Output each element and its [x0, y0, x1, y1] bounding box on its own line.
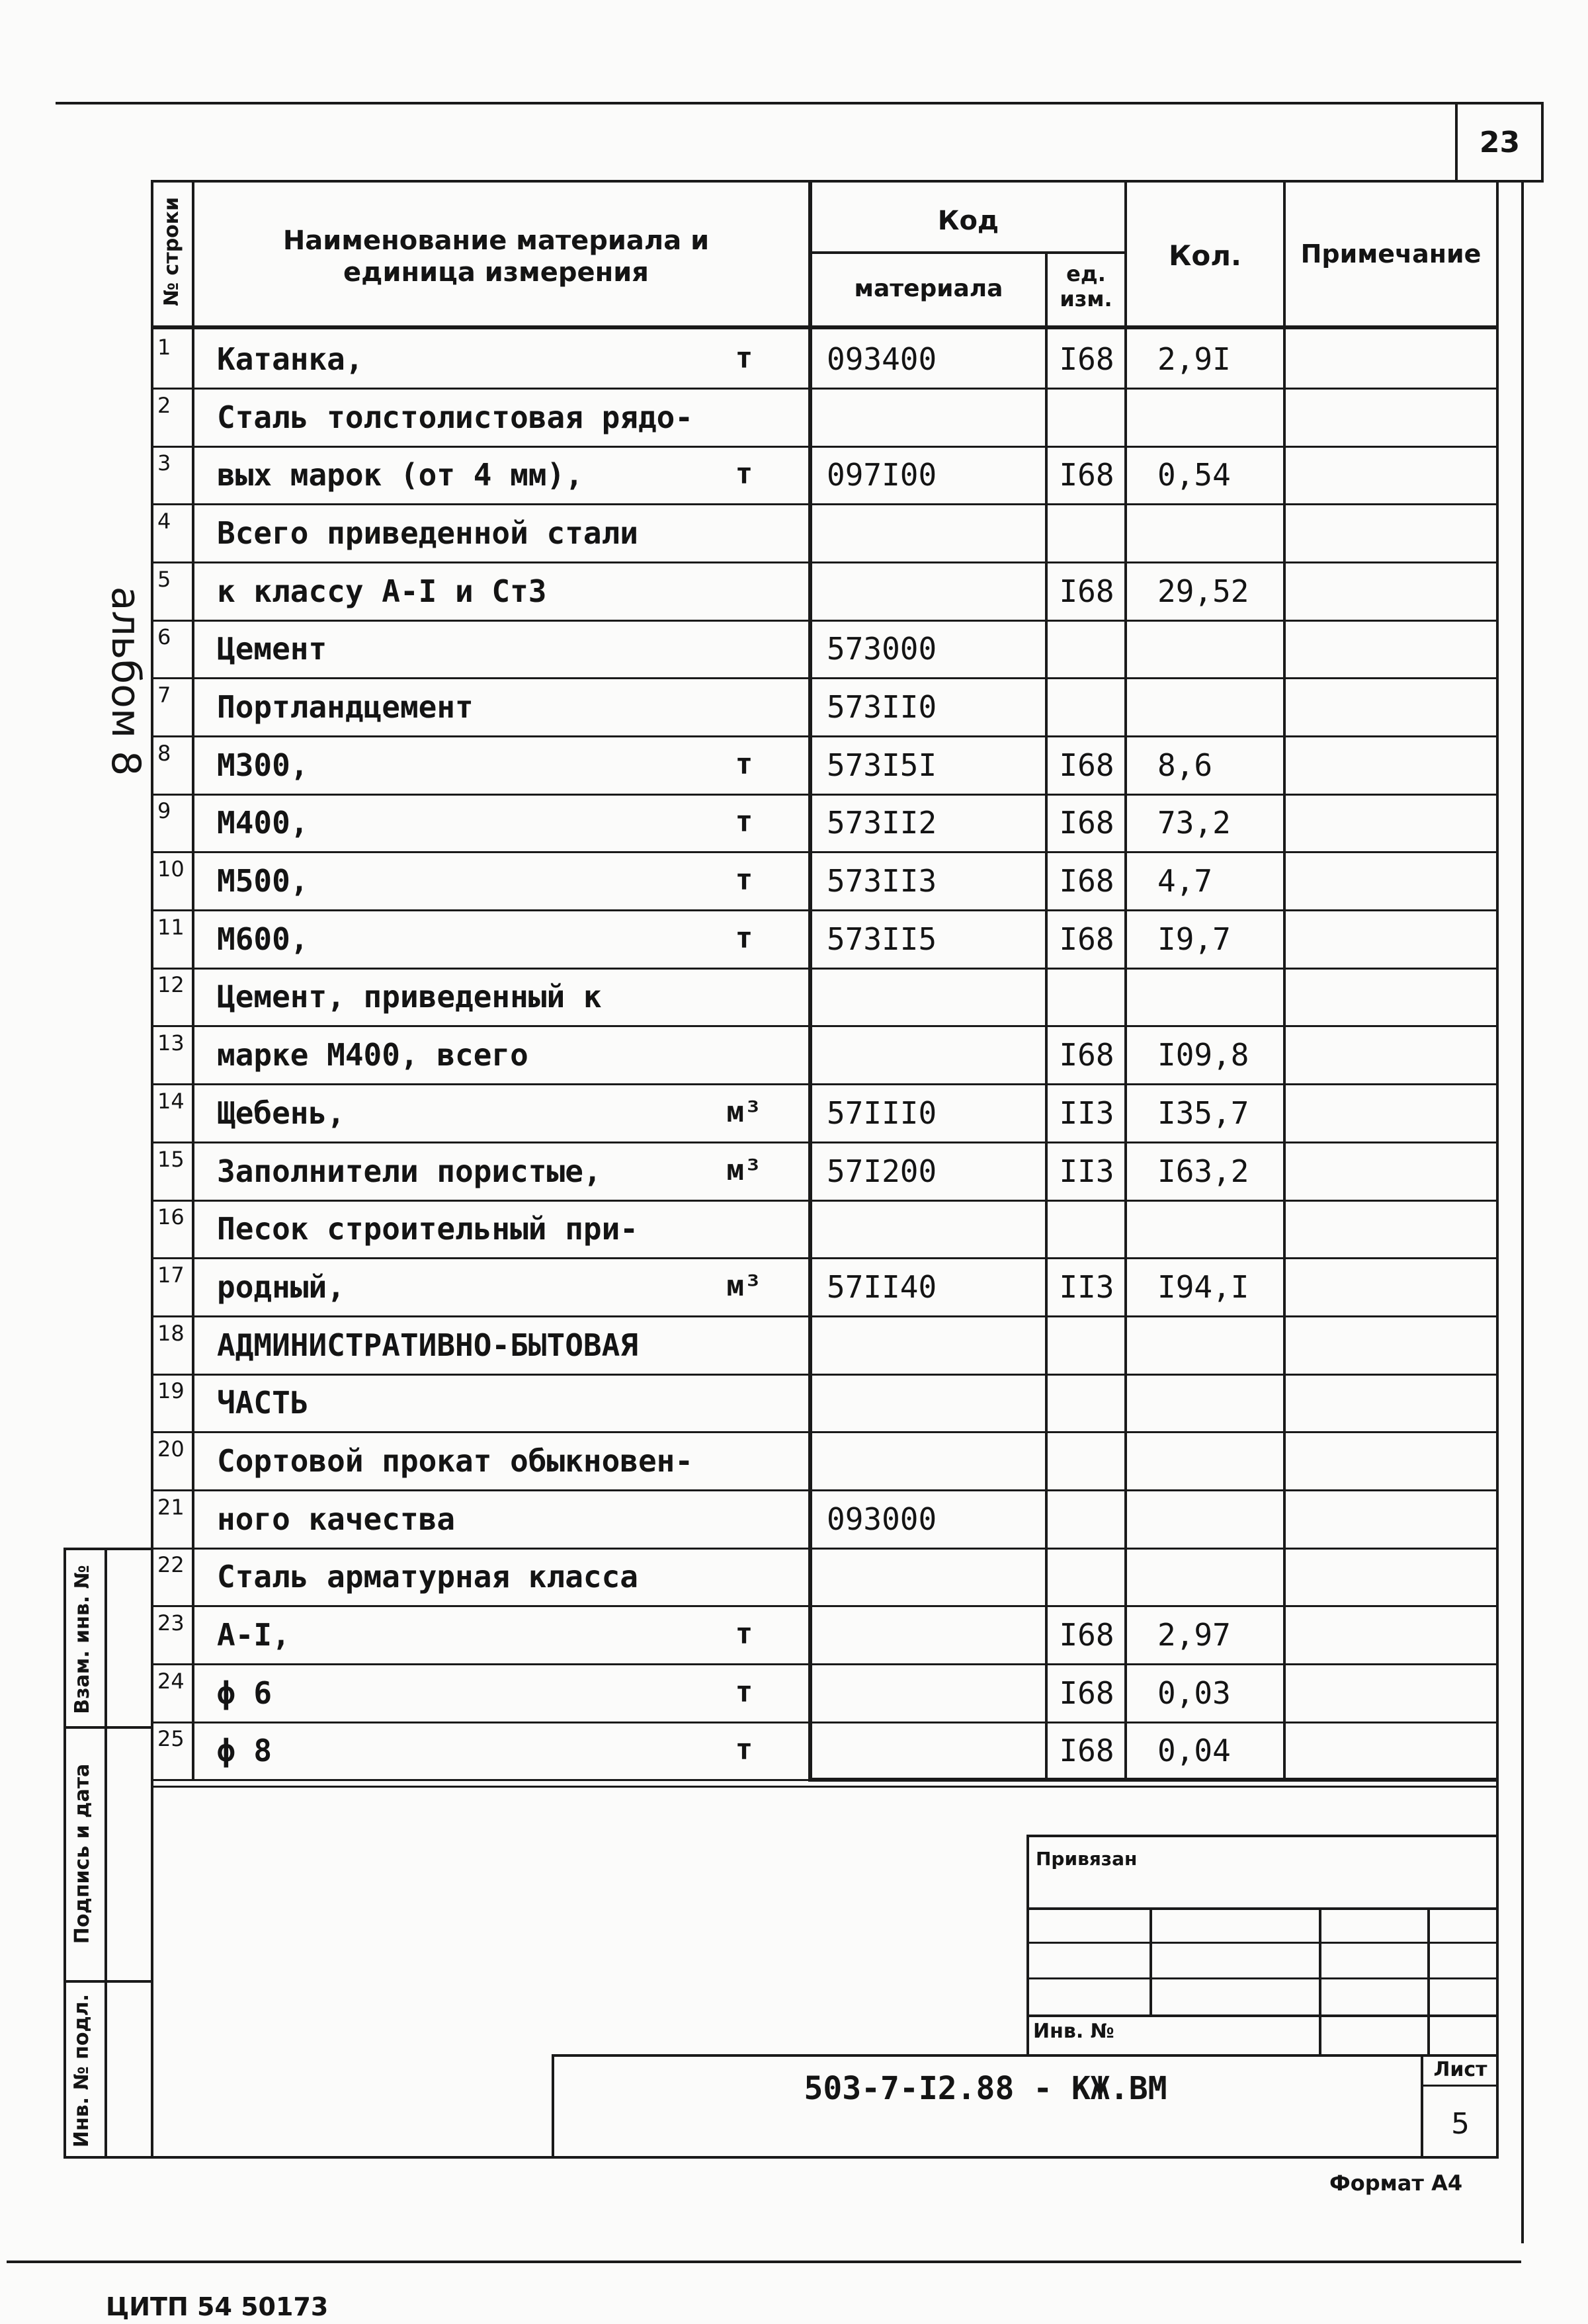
material-code: 573I5I [827, 747, 937, 783]
material-name: М400, [217, 805, 309, 841]
quantity: 2,9I [1157, 341, 1231, 377]
row-number: 14 [157, 1089, 185, 1114]
page-number: 23 [1479, 126, 1521, 159]
quantity: I63,2 [1157, 1153, 1249, 1189]
row-number: 8 [157, 741, 171, 766]
material-name: М500, [217, 863, 309, 899]
material-code: 573000 [827, 631, 937, 667]
unit-code: I68 [1059, 747, 1114, 783]
header-code-unit: ед. изм. [1060, 261, 1112, 312]
material-unit: т [735, 747, 753, 781]
material-name: Всего приведенной стали [217, 515, 638, 551]
row-number: 9 [157, 798, 171, 823]
material-code: 57III0 [827, 1095, 937, 1131]
row-number: 7 [157, 683, 171, 708]
material-unit: м³ [726, 1095, 762, 1129]
material-name: Сталь толстолистовая рядо- [217, 399, 694, 435]
material-name: ϕ 8 [217, 1733, 272, 1768]
unit-code: II3 [1059, 1269, 1114, 1305]
row-number: 25 [157, 1726, 185, 1751]
material-unit: т [735, 921, 753, 955]
material-name: Сортовой прокат обыкновен- [217, 1443, 694, 1479]
unit-code: II3 [1059, 1153, 1114, 1189]
material-name: М600, [217, 921, 309, 957]
unit-code: I68 [1059, 1675, 1114, 1711]
quantity: 4,7 [1157, 863, 1213, 899]
material-name: Сталь арматурная класса [217, 1559, 638, 1595]
material-unit: т [735, 457, 753, 491]
quantity: I9,7 [1157, 921, 1231, 957]
stamp-podpis-data: Подпись и дата [71, 1763, 94, 1944]
material-code: 57II40 [827, 1269, 937, 1305]
material-unit: м³ [726, 1269, 762, 1303]
material-name: Цемент [217, 631, 327, 667]
material-code: 573II5 [827, 921, 937, 957]
row-number: 17 [157, 1263, 185, 1288]
row-number: 22 [157, 1552, 185, 1577]
material-code: 093400 [827, 341, 937, 377]
row-number: 16 [157, 1204, 185, 1229]
unit-code: I68 [1059, 341, 1114, 377]
material-code: 57I200 [827, 1153, 937, 1189]
doc-code: 503-7-I2.88 - КЖ.ВМ [804, 2070, 1167, 2107]
quantity: 0,03 [1157, 1675, 1231, 1711]
row-number: 2 [157, 393, 171, 418]
material-name: ного качества [217, 1501, 456, 1537]
material-unit: т [735, 1617, 753, 1651]
quantity: 73,2 [1157, 805, 1231, 841]
row-number: 6 [157, 624, 171, 649]
row-number: 10 [157, 856, 185, 882]
quantity: I35,7 [1157, 1095, 1249, 1131]
material-code: 573II0 [827, 689, 937, 725]
inv-no-label: Инв. № [1033, 2020, 1114, 2043]
header-row-no: № строки [160, 196, 183, 306]
row-number: 24 [157, 1669, 185, 1694]
row-number: 20 [157, 1436, 185, 1462]
material-code: 573II2 [827, 805, 937, 841]
unit-code: I68 [1059, 1037, 1114, 1073]
material-name: Цемент, приведенный к [217, 979, 602, 1015]
header-note: Примечание [1300, 239, 1482, 269]
material-unit: т [735, 341, 753, 375]
row-number: 15 [157, 1147, 185, 1172]
quantity: 8,6 [1157, 747, 1213, 783]
material-name: Портландцемент [217, 689, 474, 725]
row-number: 5 [157, 567, 171, 592]
row-number: 19 [157, 1378, 185, 1403]
sheet-number: 5 [1451, 2107, 1470, 2141]
quantity: 0,54 [1157, 457, 1231, 493]
material-name: М300, [217, 747, 309, 783]
material-name: родный, [217, 1269, 345, 1305]
material-unit: т [735, 863, 753, 897]
material-unit: т [735, 1733, 753, 1766]
stamp-vzam-inv: Взам. инв. № [71, 1565, 94, 1714]
material-code: 573II3 [827, 863, 937, 899]
unit-code: I68 [1059, 863, 1114, 899]
privyazan-label: Привязан [1036, 1848, 1138, 1870]
material-name: марке М400, всего [217, 1037, 528, 1073]
material-name: Заполнители пористые, [217, 1153, 602, 1189]
quantity: 2,97 [1157, 1617, 1231, 1653]
material-name: ЧАСТЬ [217, 1385, 309, 1421]
material-name: ϕ 6 [217, 1675, 272, 1711]
footer-code: ЦИТП 54 50173 [106, 2292, 329, 2321]
material-name: вых марок (от 4 мм), [217, 457, 583, 493]
row-number: 3 [157, 450, 171, 476]
quantity: I09,8 [1157, 1037, 1249, 1073]
material-unit: т [735, 1675, 753, 1709]
sheet-label: Лист [1433, 2058, 1487, 2081]
material-name: Песок строительный при- [217, 1211, 638, 1247]
stamp-inv-podl: Инв. № подл. [70, 1993, 93, 2148]
row-number: 21 [157, 1495, 185, 1520]
material-name: Катанка, [217, 341, 364, 377]
row-number: 23 [157, 1610, 185, 1636]
row-number: 1 [157, 335, 171, 360]
unit-code: I68 [1059, 805, 1114, 841]
header-code: Код [937, 206, 999, 236]
unit-code: I68 [1059, 1617, 1114, 1653]
header-qty: Кол. [1169, 239, 1241, 272]
row-number: 13 [157, 1030, 185, 1056]
quantity: I94,I [1157, 1269, 1249, 1305]
material-code: 097I00 [827, 457, 937, 493]
row-number: 18 [157, 1321, 185, 1346]
quantity: 0,04 [1157, 1733, 1231, 1768]
material-unit: т [735, 805, 753, 839]
format-label: Формат А4 [1329, 2171, 1463, 2196]
row-number: 11 [157, 915, 185, 940]
material-unit: м³ [726, 1153, 762, 1187]
row-number: 12 [157, 972, 185, 997]
unit-code: I68 [1059, 573, 1114, 609]
unit-code: I68 [1059, 457, 1114, 493]
row-number: 4 [157, 509, 171, 534]
header-code-material: материала [854, 275, 1003, 302]
material-name: А-I, [217, 1617, 290, 1653]
quantity: 29,52 [1157, 573, 1249, 609]
unit-code: II3 [1059, 1095, 1114, 1131]
header-name: Наименование материала и единица измерения [282, 226, 710, 288]
material-name: к классу А-I и Ст3 [217, 573, 547, 609]
unit-code: I68 [1059, 921, 1114, 957]
album-label: альбом 8 [103, 586, 149, 776]
material-code: 093000 [827, 1501, 937, 1537]
material-name: АДМИНИСТРАТИВНО-БЫТОВАЯ [217, 1327, 638, 1363]
material-name: Щебень, [217, 1095, 345, 1131]
unit-code: I68 [1059, 1733, 1114, 1768]
